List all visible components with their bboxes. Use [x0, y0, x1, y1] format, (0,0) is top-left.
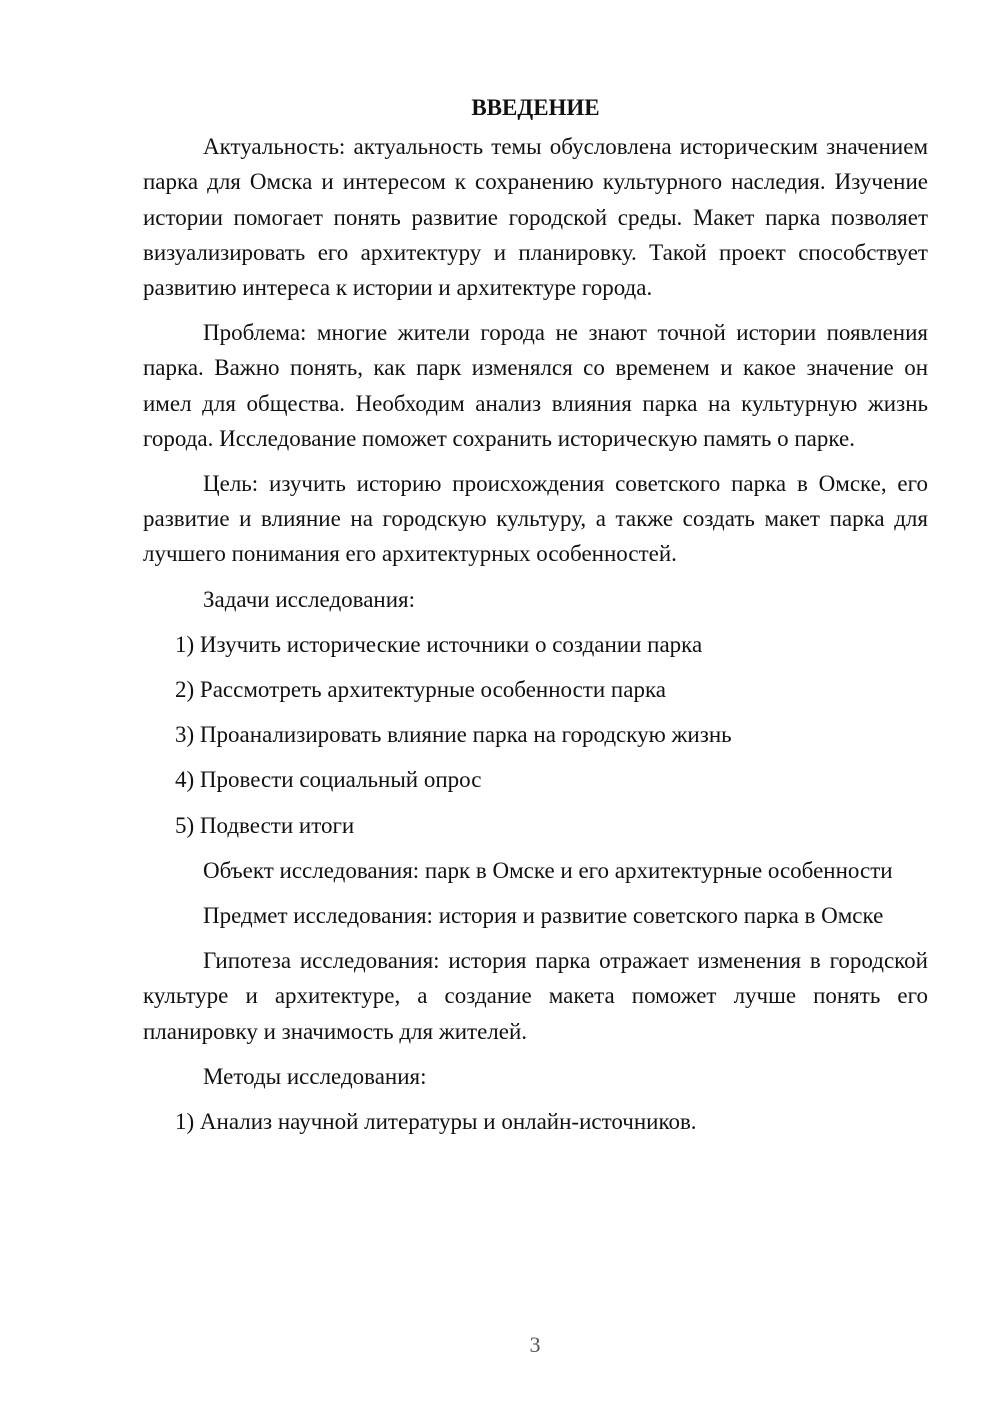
- tasks-list: [143, 627, 928, 843]
- hypothesis-paragraph: Гипотеза исследования: история парка отражает изменения в городской культуре и архитектуре, а создание макета поможет лучше понять его планировку и значимость для жителей.: [143, 948, 928, 1044]
- list-item: 2) Рассмотреть архитектурные особенности парка: [175, 677, 666, 703]
- subject-paragraph: Предмет исследования: история и развитие советского парка в Омске: [203, 903, 884, 929]
- problem-paragraph: Проблема: многие жители города не знают точной истории появления парка. Важно понять, как парк изменялся со временем и какое значение он имел для общества. Необходим анализ влияния парка на культурную жизнь города. Исследование поможет сохранить историческую память о парке.: [143, 320, 928, 451]
- list-item: 4) Провести социальный опрос: [175, 767, 482, 793]
- page-content: [143, 90, 928, 1149]
- page-number: 3: [529, 1332, 541, 1357]
- list-item: 1) Изучить исторические источники о создании парка: [175, 631, 703, 657]
- tasks-heading: Задачи исследования:: [203, 586, 416, 612]
- list-item: 3) Проанализировать влияние парка на городскую жизнь: [175, 722, 732, 748]
- methods-list: [143, 1104, 928, 1139]
- goal-paragraph: Цель: изучить историю происхождения советского парка в Омске, его развитие и влияние на городскую культуру, а также создать макет парка для лучшего понимания его архитектурных особенностей.: [143, 471, 928, 567]
- methods-heading: Методы исследования:: [203, 1063, 427, 1089]
- relevance-paragraph: Актуальность: актуальность темы обусловлена историческим значением парка для Омска и интересом к сохранению культурного наследия. Изучение истории помогает понять развитие городской среды. Макет парка позволяет визуализировать его архитектуру и планировку. Такой проект способствует развитию интереса к истории и архитектуре города.: [143, 134, 928, 301]
- section-heading: ВВЕДЕНИЕ: [471, 95, 600, 120]
- object-paragraph: Объект исследования: парк в Омске и его архитектурные особенности: [203, 857, 893, 883]
- list-item: 1) Анализ научной литературы и онлайн-источников.: [175, 1109, 697, 1135]
- list-item: 5) Подвести итоги: [175, 812, 355, 838]
